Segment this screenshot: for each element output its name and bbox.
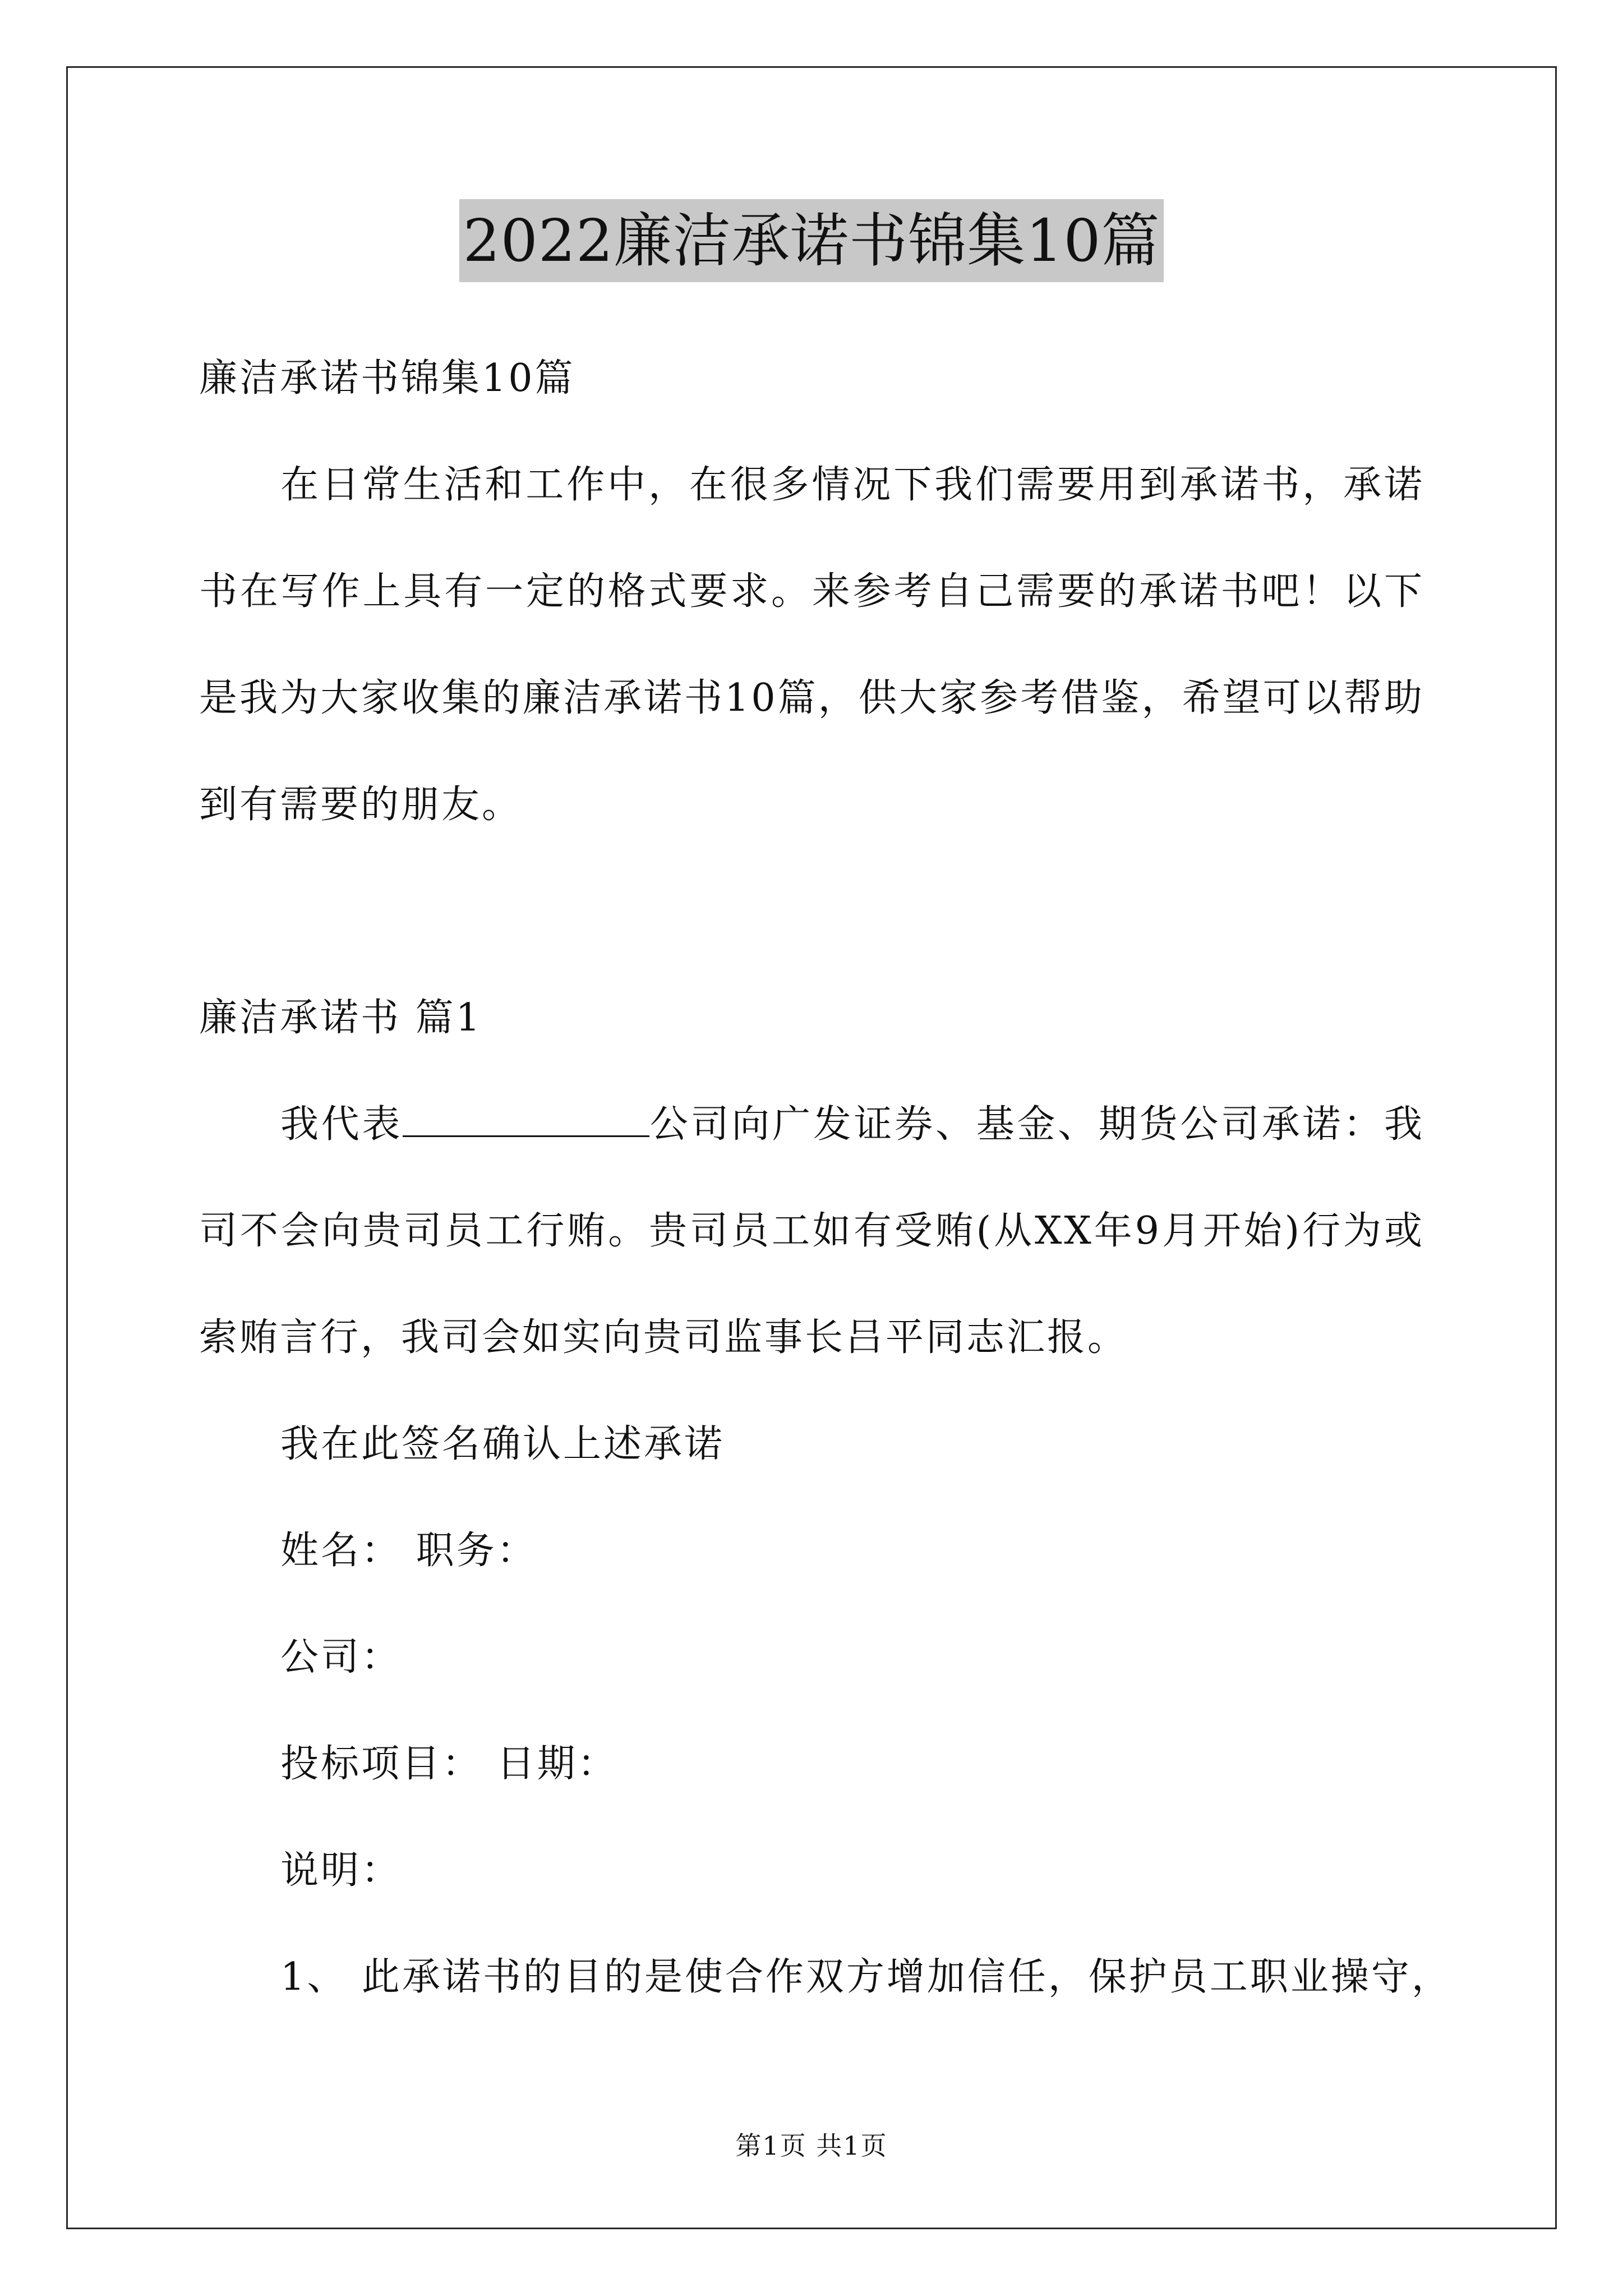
section-heading: 廉洁承诺书 篇1 bbox=[199, 996, 482, 1040]
pledge-line-1 bbox=[280, 1099, 1424, 1150]
pledge-prefix: 我代表 bbox=[280, 1102, 403, 1147]
intro-line-4: 到有需要的朋友。 bbox=[199, 783, 523, 827]
title-container bbox=[0, 199, 1623, 282]
intro-line-1: 在日常生活和工作中，在很多情况下我们需要用到承诺书，承诺 bbox=[280, 463, 1424, 507]
project-date-field: 投标项目： 日期： bbox=[280, 1742, 618, 1786]
pledge-line-2: 司不会向贵司员工行贿。贵司员工如有受贿(从XX年9月开始)行为或 bbox=[199, 1209, 1424, 1253]
company-blank-field[interactable] bbox=[403, 1101, 649, 1137]
intro-line-3: 是我为大家收集的廉洁承诺书10篇，供大家参考借鉴，希望可以帮助 bbox=[199, 676, 1424, 720]
note-item-1: 1、 此承诺书的目的是使合作双方增加信任，保护员工职业操守， bbox=[280, 1955, 1452, 1999]
page-footer: 第1页 共1页 bbox=[735, 2131, 888, 2161]
confirm-statement: 我在此签名确认上述承诺 bbox=[280, 1422, 725, 1466]
intro-line-2: 书在写作上具有一定的格式要求。来参考自己需要的承诺书吧！以下 bbox=[199, 569, 1424, 614]
subtitle: 廉洁承诺书锦集10篇 bbox=[199, 356, 575, 401]
document-title: 2022廉洁承诺书锦集10篇 bbox=[459, 199, 1163, 282]
company-field: 公司： bbox=[280, 1635, 402, 1680]
pledge-suffix: 公司向广发证券、基金、期货公司承诺：我 bbox=[649, 1102, 1424, 1147]
pledge-line-3: 索贿言行，我司会如实向贵司监事长吕平同志汇报。 bbox=[199, 1315, 1128, 1360]
name-position-field: 姓名： 职务： bbox=[280, 1529, 537, 1573]
note-heading: 说明： bbox=[280, 1848, 402, 1893]
